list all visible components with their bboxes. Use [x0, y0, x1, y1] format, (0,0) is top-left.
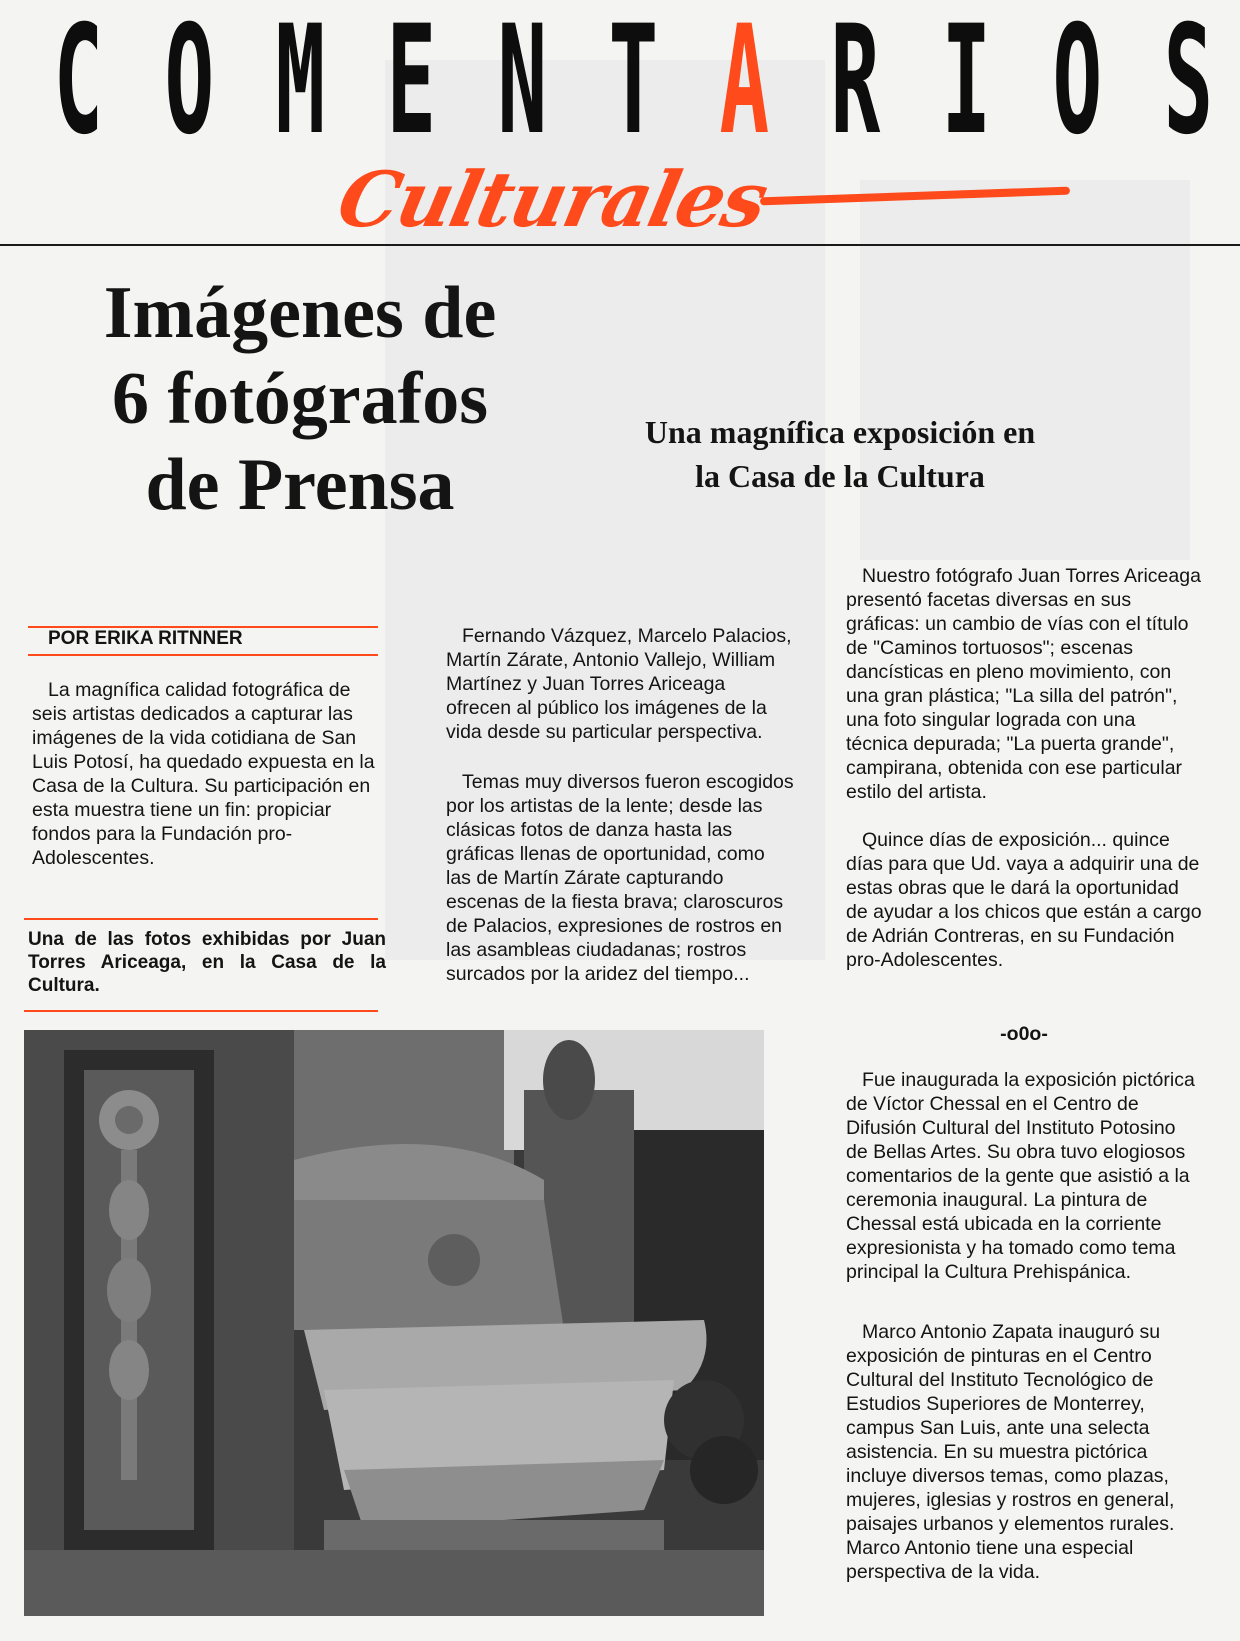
section-separator: -o0o- — [1000, 1023, 1048, 1045]
masthead-letter: M — [275, 0, 326, 168]
column-1-paragraph: La magnífica calidad fotográfica de seis artistas dedicados a capturar las imágenes de la vida cotidiana de San Luis Potosí, ha quedado expuesta en la Casa de la Cultura. Su participación en esta muestra tiene un fin: propiciar fondos para la Fundación pro-Adolescentes. — [32, 679, 375, 869]
masthead-letter: O — [164, 0, 215, 168]
masthead-letter: S — [1163, 0, 1214, 168]
article-headline — [40, 270, 560, 528]
column-2-paragraph: Fernando Vázquez, Marcelo Palacios, Martín Zárate, Antonio Vallejo, William Martínez y Juan Torres Ariceaga ofrecen al público los imágenes de la vida desde su particular perspectiva. — [446, 625, 792, 743]
masthead-letter-accent: A — [719, 0, 770, 168]
masthead-letter: C — [53, 0, 104, 168]
column-2-paragraph: Temas muy diversos fueron escogidos por los artistas de la lente; desde las clásicas fotos de danza hasta las gráficas llenas de oportunidad, como las de Martín Zárate capturando escenas de la fiesta brava; claroscuros de Palacios, expresiones de rostros en las asambleas ciudadanas; rostros surcados por la aridez del tiempo... — [446, 771, 794, 985]
column-3-paragraph: Fue inaugurada la exposición pictórica de Víctor Chessal en el Centro de Difusión Cultural del Instituto Potosino de Bellas Artes. Su obra tuvo elogiosos comentarios de la gente que asistió a la ceremonia inaugural. La pintura de Chessal está ubicada en la corriente expresionista y ha tomado como tema principal la Cultura Prehispánica. — [846, 1069, 1195, 1283]
column-3-paragraph: Marco Antonio Zapata inauguró su exposición de pinturas en el Centro Cultural del Instituto Tecnológico de Estudios Superiores de Monterrey, campus San Luis, ante una selecta asistencia. En su muestra pictórica incluye diversos temas, como plazas, mujeres, iglesias y rostros en general, paisajes urbanos y elementos rurales. Marco Antonio tiene una especial perspectiva de la vida. — [846, 1321, 1175, 1583]
subheadline-line: la Casa de la Cultura — [695, 458, 985, 494]
masthead-swash — [760, 187, 1070, 206]
headline-line: de Prensa — [145, 444, 455, 526]
masthead-letter: I — [941, 0, 992, 168]
article-subheadline — [580, 410, 1100, 498]
masthead-letter: N — [497, 0, 548, 168]
masthead-letter: O — [1052, 0, 1103, 168]
masthead — [0, 0, 1240, 250]
column-3-paragraph: Quince días de exposición... quince días para que Ud. vaya a adquirir una de estas obras que le dará la oportunidad de ayudar a los chicos que están a cargo de Adrián Contreras, en su Fundación pro-Adolescentes. — [846, 829, 1202, 971]
masthead-subtitle: Culturales — [330, 155, 774, 244]
fountain-photo-illustration — [24, 1030, 764, 1616]
masthead-letter: R — [830, 0, 881, 168]
masthead-title — [40, 0, 1214, 175]
masthead-letter: T — [608, 0, 659, 168]
masthead-rule — [0, 244, 1240, 246]
fountain-photo — [24, 1030, 764, 1616]
column-3-paragraph: Nuestro fotógrafo Juan Torres Ariceaga presentó facetas diversas en sus gráficas: un cambio de vías con el título de "Caminos tortuosos"; escenas dancísticas en pleno movimiento, con una gran plástica; "La silla del patrón", una foto singular lograda con una técnica depurada; "La puerta grande", campirana, obtenida con ese particular estilo del artista. — [846, 565, 1201, 803]
caption-rule-bottom — [24, 1010, 378, 1012]
masthead-letter: E — [386, 0, 437, 168]
photo-caption: Una de las fotos exhibidas por Juan Torres Ariceaga, en la Casa de la Cultura. — [28, 929, 386, 996]
caption-rule-top — [24, 918, 378, 920]
headline-line: 6 fotógrafos — [111, 358, 489, 440]
byline: POR ERIKA RITNNER — [48, 628, 243, 649]
byline-rule-bottom — [28, 654, 378, 656]
headline-line: Imágenes de — [103, 272, 497, 354]
subheadline-line: Una magnífica exposición en — [644, 414, 1036, 450]
